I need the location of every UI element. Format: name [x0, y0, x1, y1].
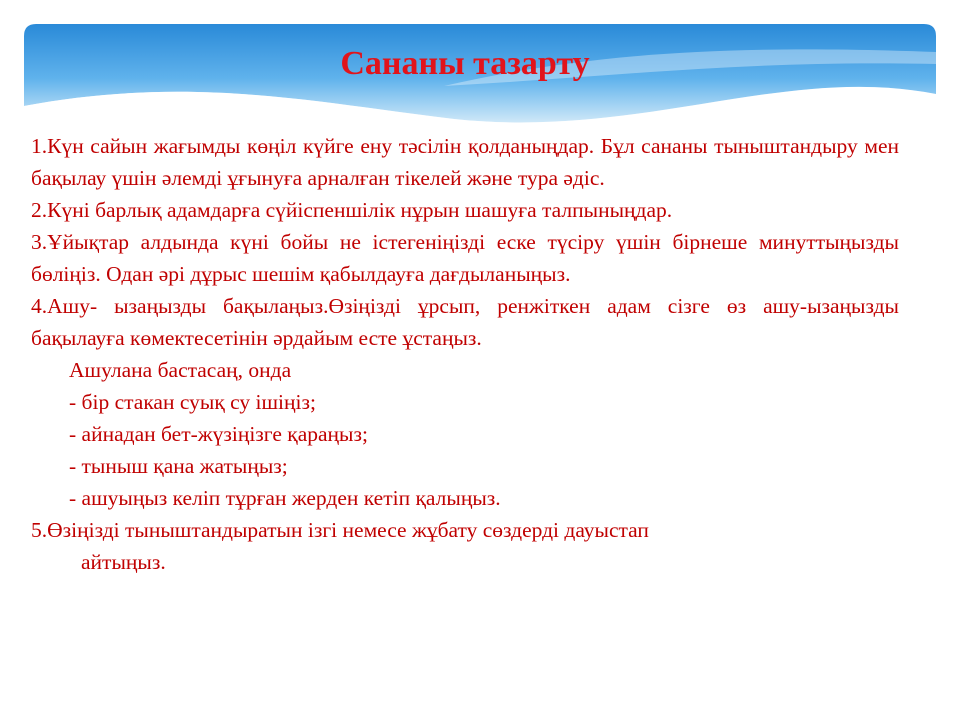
- paragraph-5: 5.Өзіңізді тыныштандыратын ізгі немесе жұбату сөздерді дауыстап: [31, 518, 649, 542]
- anger-tip-3: - тыныш қана жатыңыз;: [69, 454, 288, 478]
- anger-intro: Ашулана бастасаң, онда: [69, 358, 292, 382]
- anger-tip-2: - айнадан бет-жүзіңізге қараңыз;: [69, 422, 368, 446]
- paragraph-3: 3.Ұйықтар алдында күні бойы не істегеніңізді еске түсіру үшін бірнеше минуттыңызды бөліңіз. Одан әрі дұрыс шешім қабылдауға дағдыланыңыз.: [31, 230, 899, 286]
- anger-tip-4: - ашуыңыз келіп тұрған жерден кетіп қалыңыз.: [69, 486, 501, 510]
- anger-tip-1: - бір стакан суық су ішіңіз;: [69, 390, 316, 414]
- wave-graphic: [24, 24, 936, 144]
- paragraph-4: 4.Ашу- ызаңызды бақылаңыз.Өзіңізді ұрсып, ренжіткен адам сізге өз ашу-ызаңызды бақылауға көмектесетінін әрдайым есте ұстаңыз.: [31, 294, 899, 350]
- paragraph-1: 1.Күн сайын жағымды көңіл күйге ену тәсілін қолданыңдар. Бұл сананы тыныштандыру мен бақылау үшін әлемді ұғынуға арналған тікелей және тура әдіс.: [31, 134, 899, 190]
- paragraph-5-continued: айтыңыз.: [81, 550, 166, 574]
- header-wave-banner: [24, 24, 936, 144]
- paragraph-2: 2.Күні барлық адамдарға сүйіспеншілік нұрын шашуға талпыныңдар.: [31, 198, 673, 222]
- slide-body: [31, 130, 899, 578]
- slide-title: Сананы тазарту: [340, 45, 590, 82]
